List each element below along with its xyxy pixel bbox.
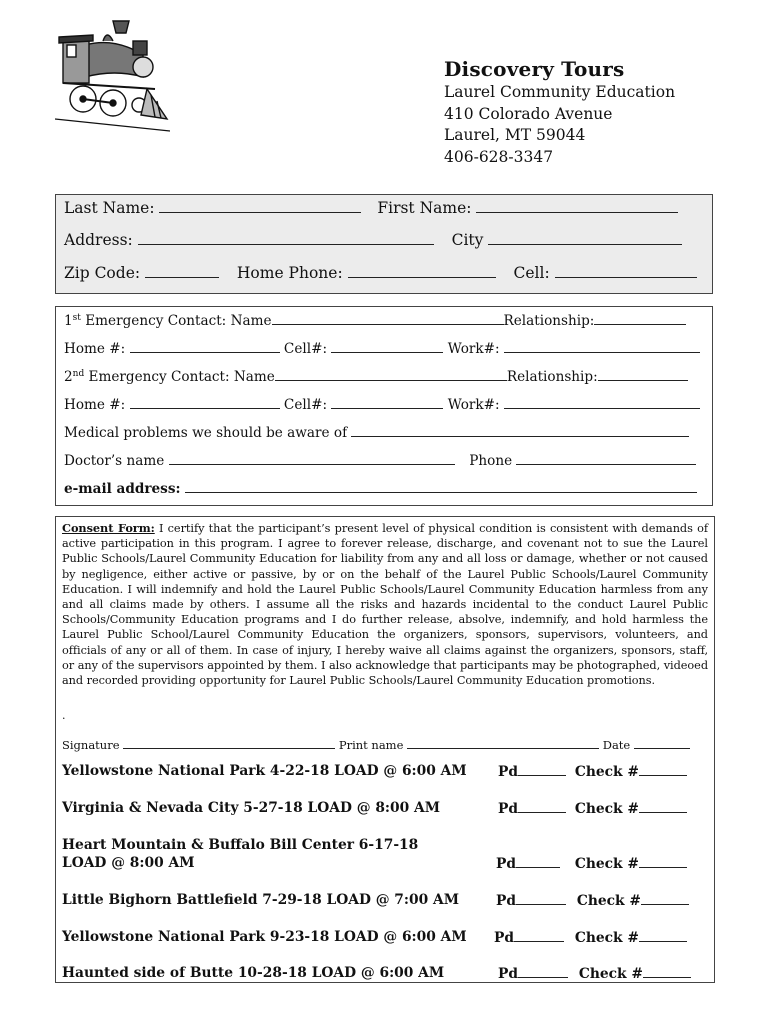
home-1-field[interactable] [130,340,280,353]
address-label: Address: [64,231,133,249]
trip-title: Yellowstone National Park 4-22-18 LOAD @ 6:00 AM [62,763,467,779]
home-phone-label: Home Phone: [236,264,343,282]
trip-payment [498,800,687,817]
check-number-field[interactable] [639,855,687,868]
paid-field[interactable] [516,855,560,868]
check-number-field[interactable] [639,929,687,942]
zip-code-label: Zip Code: [64,264,141,282]
org-title: Discovery Tours [444,57,625,81]
paid-label: Pd [496,856,517,872]
medical-problems-label: Medical problems we should be aware of [64,425,348,441]
check-number-field[interactable] [639,763,687,776]
city-field[interactable] [488,230,682,245]
signature-label: Signature [62,738,120,752]
steam-locomotive-icon [55,15,170,133]
contact2-ordinal: 2 [64,369,73,385]
check-number-field[interactable] [643,965,691,978]
address-field[interactable] [138,230,434,245]
trip-little-bighorn [62,892,459,908]
emergency-contact-2-name-field[interactable] [275,368,507,381]
consent-paragraph [62,521,708,688]
work-2-field[interactable] [504,396,700,409]
paid-field[interactable] [514,929,564,942]
paid-label: Pd [498,764,519,780]
doctor-phone-label: Phone [469,453,513,469]
first-name-label: First Name: [377,199,472,217]
home-1-label: Home #: [64,341,126,357]
print-name-field[interactable] [407,738,599,749]
cell-2-field[interactable] [331,396,443,409]
paid-field[interactable] [518,800,566,813]
paid-field[interactable] [516,892,566,905]
check-number-label: Check # [576,893,641,909]
org-phone: 406-628-3347 [444,147,554,166]
organization-header [444,56,675,168]
doctor-name-field[interactable] [169,452,455,465]
org-address-line: 410 Colorado Avenue [444,104,613,123]
cell-label: Cell: [513,264,550,282]
paid-label: Pd [498,801,519,817]
relationship-1-field[interactable] [594,312,686,325]
check-number-field[interactable] [639,800,687,813]
emergency-contact-2-label: Emergency Contact: Name [84,369,275,385]
check-number-label: Check # [574,930,639,946]
signature-row [62,738,690,752]
contact1-ordinal-suffix: st [72,313,81,323]
trip-title: Haunted side of Butte 10-28-18 LOAD @ 6:00 AM [62,965,445,981]
work-1-label: Work#: [447,341,500,357]
check-number-label: Check # [574,801,639,817]
org-address-line: Laurel, MT 59044 [444,126,586,144]
consent-text: I certify that the participant’s present level of physical condition is consistent with demands of active participation in this program. I agree to forever release, discharge, and covenant not to sue the Laurel Public Schools/Laurel Community Education for liability from any and all loss or damage, whether or not caused by negligence, either active or passive, by or on the behalf of the Laurel Public Schools/Laurel Community Education. I will indemnify and hold the Laurel Public Schools/Laurel Community Education harmless from any and all claims made by others. I assume all the risks and hazards incidental to the conduct Laurel Public Schools/Community Education programs and I do further release, absolve, indemnify, and hold harmless the Laurel Public School/Laurel Community Education the organizers, sponsors, supervisors, volunteers, and officials of any or all of them. In case of injury, I hereby waive all claims against the organizers, sponsors, staff, or any of the supervisors appointed by them. I also acknowledge that participants may be photographed, videoed and recorded providing opportunity for Laurel Public Schools/Laurel Community Education promotions. [62,522,708,688]
emergency-contact-1-label: Emergency Contact: Name [80,313,272,329]
relationship-2-field[interactable] [598,368,688,381]
email-label: e-mail address: [64,481,181,497]
doctor-phone-field[interactable] [516,452,696,465]
cell-1-field[interactable] [331,340,443,353]
trip-payment [494,929,687,946]
first-name-field[interactable] [476,198,678,213]
trip-payment [498,763,687,780]
paid-label: Pd [496,893,517,909]
trip-yellowstone-september [62,929,467,945]
doctor-name-label: Doctor’s name [64,453,165,469]
trip-virginia-nevada-city [62,800,440,816]
home-2-field[interactable] [130,396,280,409]
emergency-contact-box [55,306,713,506]
paid-label: Pd [494,930,515,946]
trip-heart-mountain-load [62,855,194,871]
last-name-label: Last Name: [64,199,155,217]
check-number-label: Check # [574,856,639,872]
date-field[interactable] [634,738,690,749]
trip-title: Heart Mountain & Buffalo Bill Center 6-17-18 [62,837,419,853]
last-name-field[interactable] [159,198,361,213]
date-label: Date [602,738,631,752]
work-2-label: Work#: [447,397,500,413]
trip-title: Virginia & Nevada City 5-27-18 LOAD @ 8:00 AM [62,800,441,816]
contact1-ordinal: 1 [64,313,73,329]
org-address-line: Laurel Community Education [444,83,676,101]
check-number-field[interactable] [641,892,689,905]
home-2-label: Home #: [64,397,126,413]
trip-heart-mountain [62,837,418,853]
paid-field[interactable] [518,763,566,776]
cell-field[interactable] [555,263,697,278]
trip-load-time: LOAD @ 8:00 AM [62,855,195,871]
trip-payment [496,892,689,909]
trip-payment [498,965,691,982]
relationship-2-label: Relationship: [506,369,598,385]
cell-2-label: Cell#: [283,397,328,413]
check-number-label: Check # [578,966,643,982]
check-number-label: Check # [574,764,639,780]
trip-payment [496,855,687,872]
cell-1-label: Cell#: [283,341,328,357]
trip-title: Yellowstone National Park 9-23-18 LOAD @ 6:00 AM [62,929,467,945]
consent-and-trips-box [55,516,715,983]
signature-field[interactable] [123,738,335,749]
medical-problems-field[interactable] [351,424,689,437]
paid-field[interactable] [518,965,568,978]
contact2-ordinal-suffix: nd [72,369,85,379]
participant-info-box [55,194,713,294]
trailing-dot: . [62,709,66,722]
trip-title: Little Bighorn Battlefield 7-29-18 LOAD @ 7:00 AM [62,892,459,908]
trip-yellowstone-april [62,763,467,779]
work-1-field[interactable] [504,340,700,353]
home-phone-field[interactable] [348,263,496,278]
city-label: City [451,231,484,249]
consent-form-label: Consent Form: [62,521,155,535]
relationship-1-label: Relationship: [503,313,595,329]
trip-haunted-butte [62,965,444,981]
zip-code-field[interactable] [145,263,219,278]
print-name-label: Print name [338,738,404,752]
emergency-contact-1-name-field[interactable] [272,312,504,325]
email-field[interactable] [185,480,697,493]
paid-label: Pd [498,966,519,982]
